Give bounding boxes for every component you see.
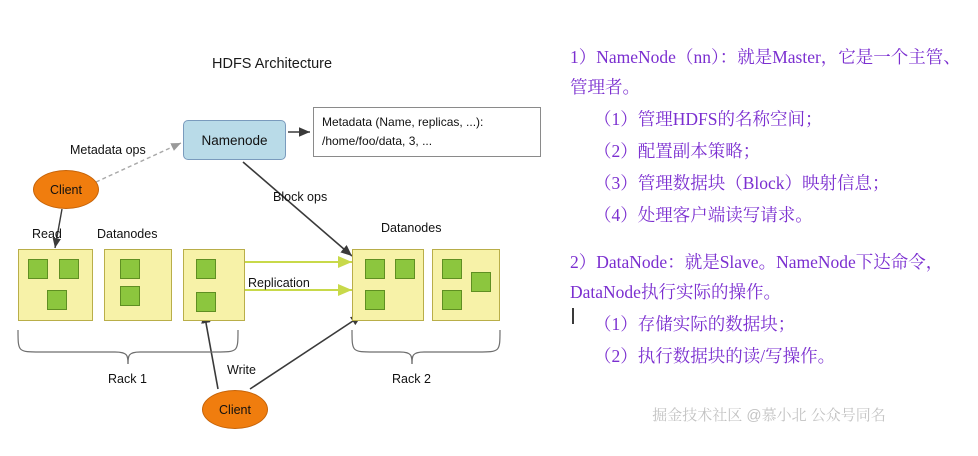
block-square (196, 292, 216, 312)
metadata-info-box (313, 107, 541, 157)
metadata-line-2: /home/foo/data, 3, ... (322, 133, 433, 148)
diagram-title: HDFS Architecture (212, 56, 333, 72)
datanode-box[interactable] (18, 249, 93, 321)
block-square (120, 286, 140, 306)
label-metadata-ops: Metadata ops (70, 143, 146, 157)
notes-spacer (570, 233, 968, 247)
block-square (365, 290, 385, 310)
note-item-1-sub-4: （4）处理客户端读写请求。 (594, 205, 813, 226)
label-read: Read (32, 227, 62, 241)
label-datanodes-left: Datanodes (97, 227, 158, 241)
block-square (471, 272, 491, 292)
block-square (120, 259, 140, 279)
client-read-oval[interactable]: Client (33, 170, 99, 209)
block-square (59, 259, 79, 279)
namenode-box[interactable]: Namenode (183, 120, 286, 160)
datanode-box[interactable] (432, 249, 500, 321)
note-item-1: 1）NameNode（nn）：就是Master，它是一个主管、管理者。 (570, 47, 961, 98)
block-square (47, 290, 67, 310)
note-item-1-sub-2: （2）配置副本策略； (594, 141, 761, 162)
block-square (442, 290, 462, 310)
label-replication: Replication (248, 276, 310, 290)
block-square (196, 259, 216, 279)
client-write-oval[interactable]: Client (202, 390, 268, 429)
note-item-2: 2）DataNode：就是Slave。NameNode下达命令，DataNode执行实际的操作。 (570, 251, 944, 302)
datanode-box[interactable] (352, 249, 424, 321)
note-item-1-sub-3: （3）管理数据块（Block）映射信息； (594, 173, 890, 194)
label-write: Write (227, 363, 256, 377)
block-square (442, 259, 462, 279)
label-rack-2: Rack 2 (392, 372, 431, 386)
metadata-line-1: Metadata (Name, replicas, ...): (322, 115, 484, 129)
label-block-ops: Block ops (273, 190, 328, 204)
text-cursor (572, 308, 574, 324)
datanode-box[interactable] (104, 249, 172, 321)
watermark: 掘金技术社区 @慕小北 公众号同名 (652, 407, 886, 424)
datanode-box[interactable] (183, 249, 245, 321)
block-square (28, 259, 48, 279)
block-square (365, 259, 385, 279)
block-square (395, 259, 415, 279)
note-item-2-sub-1: （1）存储实际的数据块； (594, 313, 796, 334)
note-item-1-sub-1: （1）管理HDFS的名称空间； (594, 109, 823, 130)
notes-panel (560, 0, 978, 456)
label-datanodes-right: Datanodes (381, 221, 442, 235)
note-item-2-sub-2: （2）执行数据块的读/写操作。 (594, 345, 836, 366)
label-rack-1: Rack 1 (108, 372, 147, 386)
